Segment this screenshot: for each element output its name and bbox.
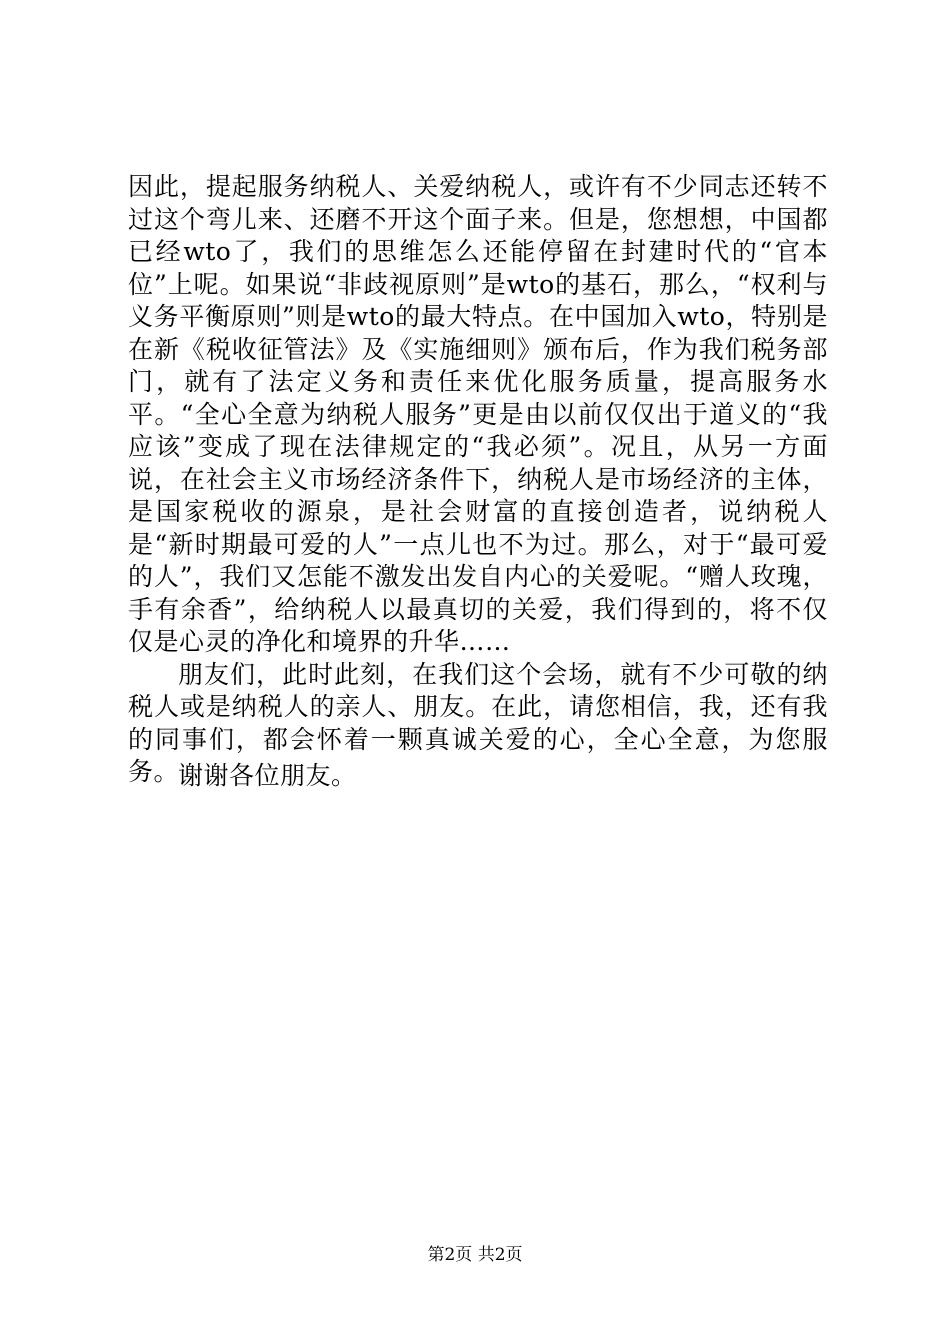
paragraph-2: 朋友们，此时此刻，在我们这个会场，就有不少可敬的纳税人或是纳税人的亲人、朋友。在此，请您相信，我，还有我的同事们，都会怀着一颗真诚关爱的心，全心全意，为您服务。	[128, 659, 828, 786]
body-text	[128, 171, 828, 789]
paragraph-1: 因此，提起服务纳税人、关爱纳税人，或许有不少同志还转不过这个弯儿来、还磨不开这个面子来。但是，您想想，中国都已经wto了，我们的思维怎么还能停留在封建时代的“官本位”上呢。如果说“非歧视原则”是wto的基石，那么，“权利与义务平衡原则”则是wto的最大特点。在中国加入wto，特别是在新《税收征管法》及《实施细则》颁布后，作为我们税务部门，就有了法定义务和责任来优化服务质量，提高服务水平。“全心全意为纳税人服务”更是由以前仅仅出于道义的“我应该”变成了现在法律规定的“我必须”。况且，从另一方面说，在社会主义市场经济条件下，纳税人是市场经济的主体，是国家税收的源泉，是社会财富的直接创造者，说纳税人是“新时期最可爱的人”一点儿也不为过。那么，对于“最可爱的人”，我们又怎能不激发出发自内心的关爱呢。“赠人玫瑰，手有余香”，给纳税人以最真切的关爱，我们得到的，将不仅仅是心灵的净化和境界的升华……	[128, 172, 828, 656]
closing-line: 谢谢各位朋友。	[178, 761, 357, 790]
page-footer: 第2页 共2页	[427, 1245, 523, 1265]
